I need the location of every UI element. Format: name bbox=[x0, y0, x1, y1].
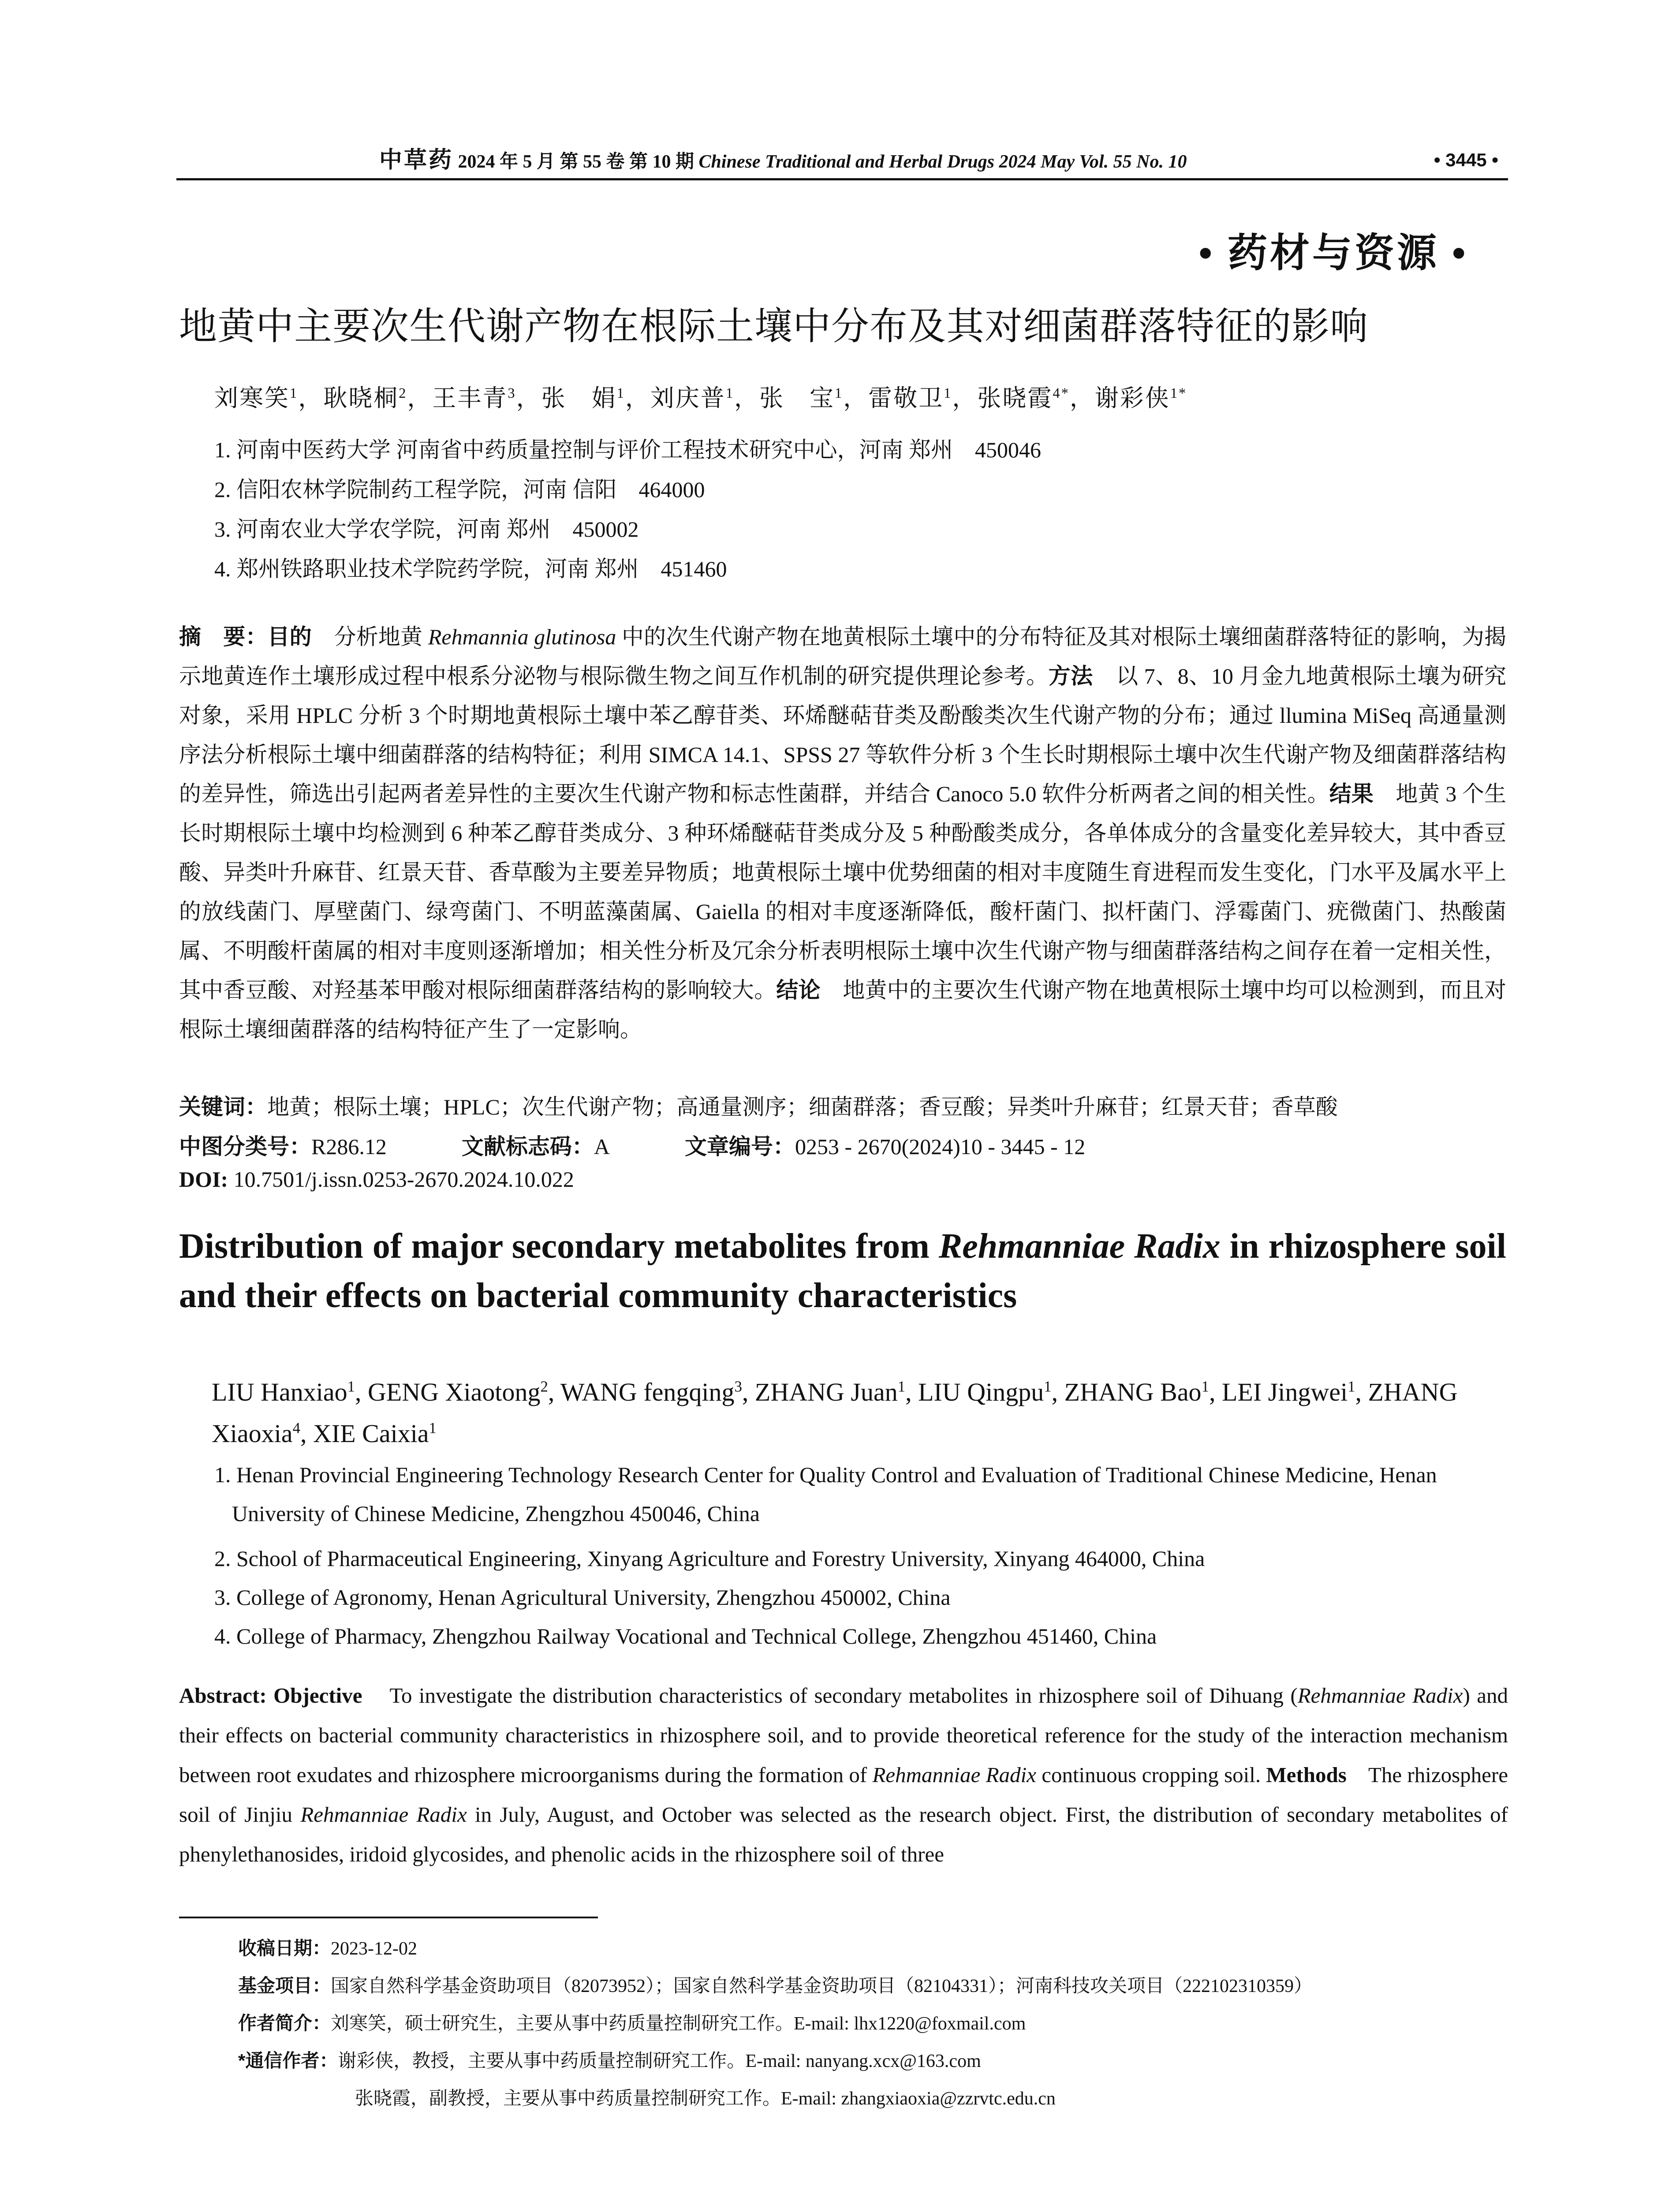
article-no-label: 文章编号： bbox=[684, 1134, 795, 1159]
doi-label: DOI: bbox=[179, 1167, 228, 1192]
section-label: • 药材与资源 • bbox=[1198, 232, 1468, 275]
cn-author-2: 耿晓桐 bbox=[323, 385, 399, 411]
en-abstract-text-1: To investigate the distribution characteristics of secondary metabolites in rhizosphere soil of Dihuang ( bbox=[389, 1683, 1298, 1708]
en-abstract-italic-3: Rehmanniae Radix bbox=[300, 1802, 467, 1827]
en-title-post: in rhizosphere soil and their effects on bacterial community characteristics bbox=[179, 1227, 1507, 1315]
cn-conclusion-text: 地黄中的主要次生代谢产物在地黄根际土壤中均可以检测到，而且对根际土壤细菌群落的结构特征产生了一定影响。 bbox=[179, 978, 1507, 1042]
en-abstract-text-3: continuous cropping soil. bbox=[1036, 1763, 1261, 1787]
en-author-2: GENG Xiaotong bbox=[368, 1378, 541, 1406]
en-authors: LIU Hanxiao$^1$, GENG Xiaotong$^2$, WANG fengqing$^3$, ZHANG Juan$^1$, LIU Qingpu$^1$, ZHANG Bao$^1$, LEI Jingwei$^1$, ZHANG Xiaoxia$^4$, XIE Caixia$^1$ bbox=[212, 1378, 1458, 1448]
footnote-corresponding bbox=[238, 2046, 981, 2073]
cn-author-9: 谢彩侠 bbox=[1094, 385, 1170, 411]
cn-keywords-text: 地黄；根际土壤；HPLC；次生代谢产物；高通量测序；细菌群落；香豆酸；异类叶升麻苷；红景天苷；香草酸 bbox=[267, 1095, 1338, 1119]
doc-code-value: A bbox=[594, 1134, 610, 1159]
cn-methods-text: 以 7、8、10 月金九地黄根际土壤为研究对象，采用 HPLC 分析 3 个时期地黄根际土壤中苯乙醇苷类、环烯醚萜苷类及酚酸类次生代谢产物的分布；通过 llumina MiSeq 高通量测序法分析根际土壤中细菌群落的结构特征；利用 SIMCA 14.1、SPSS 27 等软件分析 3 个生长时期根际土壤中次生代谢产物及细菌群落结构的差异性，筛选出引起两者差异性的主要次生代谢产物和标志性菌群，并结合 Canoco 5.0 软件分析两者之间的相关性。 bbox=[179, 664, 1507, 806]
en-title-italic: Rehmanniae Radix bbox=[938, 1227, 1221, 1266]
footnote-fund bbox=[238, 1971, 1312, 1998]
doi-value: 10.7501/j.issn.0253-2670.2024.10.022 bbox=[233, 1167, 574, 1192]
cn-author-2-affil-mark: 2 bbox=[399, 385, 407, 401]
cn-author-5-affil-mark: 1 bbox=[725, 385, 735, 401]
received-label: 收稿日期： bbox=[238, 1938, 331, 1958]
en-author-7-affil-mark: 1 bbox=[1348, 1378, 1355, 1395]
en-abstract-italic-1: Rehmanniae Radix bbox=[1297, 1683, 1463, 1708]
cn-methods-label: 方法 bbox=[1048, 664, 1093, 688]
en-author-6-affil-mark: 1 bbox=[1201, 1378, 1209, 1395]
cn-objective-label: 目的 bbox=[267, 624, 312, 649]
en-author-8-affil-mark: 4 bbox=[292, 1419, 301, 1437]
header-rule bbox=[176, 178, 1508, 180]
cn-title: 地黄中主要次生代谢产物在根际土壤中分布及其对细菌群落特征的影响 bbox=[179, 305, 1368, 348]
journal-name-cn: 中草药 bbox=[379, 147, 454, 173]
cn-affiliation-4: 4. 郑州铁路职业技术学院药学院，河南 郑州 451460 bbox=[214, 557, 727, 581]
cn-author-6: 张 宝 bbox=[759, 385, 835, 411]
footnote-rule bbox=[179, 1917, 598, 1918]
en-author-1-affil-mark: 1 bbox=[347, 1378, 355, 1395]
en-author-3: WANG fengqing bbox=[560, 1378, 735, 1406]
cn-abstract bbox=[179, 617, 1506, 1049]
cn-author-9-affil-mark: 1* bbox=[1170, 385, 1187, 401]
page-number: • 3445 • bbox=[1434, 149, 1498, 170]
en-author-9: XIE Caixia bbox=[313, 1419, 429, 1448]
cn-affiliation-3: 3. 河南农业大学农学院，河南 郑州 450002 bbox=[214, 517, 639, 542]
en-affiliation-2: 2. School of Pharmaceutical Engineering, Xinyang Agriculture and Forestry University, Xinyang 464000, China bbox=[214, 1546, 1205, 1571]
cn-keywords bbox=[179, 1089, 1338, 1121]
corresponding-1: 谢彩侠，教授，主要从事中药质量控制研究工作。E-mail: nanyang.xcx@163.com bbox=[338, 2051, 981, 2071]
author-bio-text: 刘寒笑，硕士研究生，主要从事中药质量控制研究工作。E-mail: lhx1220@foxmail.com bbox=[331, 2014, 1026, 2034]
cn-author-8: 张晓霞 bbox=[977, 385, 1053, 411]
cn-results-text: 地黄 3 个生长时期根际土壤中均检测到 6 种苯乙醇苷类成分、3 种环烯醚萜苷类成分及 5 种酚酸类成分，各单体成分的含量变化差异较大，其中香豆酸、异类叶升麻苷、红景天苷、香草酸为主要差异物质；地黄根际土壤中优势细菌的相对丰度随生育进程而发生变化，门水平及属水平上的放线菌门、厚壁菌门、绿弯菌门、不明蓝藻菌属、Gaiella 的相对丰度逐渐降低，酸杆菌门、拟杆菌门、浮霉菌门、疣微菌门、热酸菌属、不明酸杆菌属的相对丰度则逐渐增加；相关性分析及冗余分析表明根际土壤中次生代谢产物与细菌群落结构之间存在着一定相关性，其中香豆酸、对羟基苯甲酸对根际细菌群落结构的影响较大。 bbox=[179, 781, 1507, 1002]
cn-results-label: 结果 bbox=[1329, 781, 1374, 806]
cn-author-5: 刘庆普 bbox=[650, 385, 726, 411]
en-title bbox=[179, 1222, 1506, 1320]
en-abstract-text-2: ) and their effects on bacterial community characteristics in rhizosphere soil, and to provide theoretical reference for the study of the interaction mechanism between root exudates and rhizosphere microorganisms during the formation of bbox=[179, 1683, 1508, 1787]
footnote-author bbox=[238, 2009, 1026, 2035]
running-header bbox=[176, 145, 1508, 176]
en-affiliation-1 bbox=[214, 1455, 1511, 1533]
cn-conclusion-label: 结论 bbox=[776, 978, 821, 1002]
cn-author-8-affil-mark: 4* bbox=[1053, 385, 1070, 401]
en-author-7: LEI Jingwei bbox=[1221, 1378, 1348, 1406]
en-author-6: ZHANG Bao bbox=[1064, 1378, 1202, 1406]
doc-code-label: 文献标志码： bbox=[461, 1134, 594, 1159]
en-author-9-affil-mark: 1 bbox=[429, 1419, 437, 1437]
cn-abstract-label: 摘 要： bbox=[179, 624, 268, 649]
cn-author-3-affil-mark: 3 bbox=[508, 385, 516, 401]
clc-label: 中图分类号： bbox=[179, 1134, 311, 1159]
en-methods-label: Methods bbox=[1266, 1763, 1347, 1787]
cn-author-1-affil-mark: 1 bbox=[290, 385, 299, 401]
en-author-4-affil-mark: 1 bbox=[897, 1378, 906, 1395]
en-author-3-affil-mark: 3 bbox=[734, 1378, 742, 1395]
issue-info-cn: 2024 年 5 月 第 55 卷 第 10 期 bbox=[458, 152, 694, 172]
cn-affiliation-2: 2. 信阳农林学院制药工程学院，河南 信阳 464000 bbox=[214, 477, 705, 502]
en-author-5-affil-mark: 1 bbox=[1044, 1378, 1052, 1395]
en-author-1: LIU Hanxiao bbox=[212, 1378, 347, 1406]
en-abstract bbox=[179, 1676, 1508, 1874]
en-objective-label: Objective bbox=[273, 1683, 362, 1708]
footnote-received bbox=[238, 1934, 417, 1960]
footnote-corresponding-2 bbox=[355, 2084, 1056, 2110]
cn-affiliation-1: 1. 河南中医药大学 河南省中药质量控制与评价工程技术研究中心，河南 郑州 450046 bbox=[214, 437, 1041, 462]
cn-author-1: 刘寒笑 bbox=[214, 385, 290, 411]
doi-line bbox=[179, 1166, 574, 1192]
cn-author-4: 张 娟 bbox=[541, 385, 617, 411]
clc-value: R286.12 bbox=[311, 1134, 387, 1159]
article-no-value: 0253 - 2670(2024)10 - 3445 - 12 bbox=[795, 1134, 1086, 1159]
en-abstract-italic-2: Rehmanniae Radix bbox=[872, 1763, 1036, 1787]
en-author-2-affil-mark: 2 bbox=[540, 1378, 548, 1395]
author-bio-label: 作者简介： bbox=[238, 2013, 331, 2033]
cn-author-3: 王丰青 bbox=[432, 385, 508, 411]
cn-objective-text-post: 中的次生代谢产物在地黄根际土壤中的分布特征及其对根际土壤细菌群落特征的影响，为揭示地黄连作土壤形成过程中根系分泌物与根际微生物之间互作机制的研究提供理论参考。 bbox=[179, 624, 1507, 688]
journal-name-en: Chinese Traditional and Herbal Drugs 2024 May Vol. 55 No. 10 bbox=[698, 152, 1187, 172]
corresponding-2: 张晓霞，副教授，主要从事中药质量控制研究工作。E-mail: zhangxiaoxia@zzrvtc.edu.cn bbox=[355, 2089, 1056, 2109]
en-affiliation-1-text: 1. Henan Provincial Engineering Technology Research Center for Quality Control and Evaluation of Traditional Chinese Medicine, Henan University of Chinese Medicine, Zhengzhou 450046, China bbox=[214, 1462, 1437, 1526]
cn-objective-latin: Rehmannia glutinosa bbox=[428, 624, 616, 649]
en-abstract-text-4: The rhizosphere soil of Jinjiu bbox=[179, 1763, 1508, 1827]
cn-author-7-affil-mark: 1 bbox=[944, 385, 952, 401]
en-affiliation-3: 3. College of Agronomy, Henan Agricultural University, Zhengzhou 450002, China bbox=[214, 1585, 951, 1610]
fund-text: 国家自然科学基金资助项目（82073952）；国家自然科学基金资助项目（82104331）；河南科技攻关项目（222102310359） bbox=[331, 1976, 1313, 1996]
en-author-8: ZHANG Xiaoxia bbox=[212, 1378, 1458, 1448]
received-date: 2023-12-02 bbox=[331, 1939, 417, 1959]
cn-author-7: 雷敬卫 bbox=[868, 385, 944, 411]
cn-keywords-label: 关键词： bbox=[179, 1095, 267, 1119]
cn-objective-text-pre: 分析地黄 bbox=[334, 624, 428, 649]
cn-authors: 刘寒笑$^1$，耿晓桐$^2$，王丰青$^3$，张 娟$^1$，刘庆普$^1$，张 宝$^1$，雷敬卫$^1$，张晓霞$^{4*}$，谢彩侠$^{1*}$ bbox=[214, 385, 1187, 411]
en-abstract-text-5: in July, August, and October was selected as the research object. First, the distribution of secondary metabolites of phenylethanosides, iridoid glycosides, and phenolic acids in the rhizosphere soil of three bbox=[179, 1802, 1508, 1866]
cn-classification bbox=[179, 1129, 1085, 1161]
running-header-center bbox=[379, 145, 1187, 177]
cn-author-6-affil-mark: 1 bbox=[835, 385, 844, 401]
corresponding-label: *通信作者： bbox=[238, 2050, 338, 2071]
en-author-5: LIU Qingpu bbox=[918, 1378, 1044, 1406]
en-abstract-label: Abstract: bbox=[179, 1683, 267, 1708]
fund-label: 基金项目： bbox=[238, 1975, 331, 1996]
en-author-4: ZHANG Juan bbox=[754, 1378, 898, 1406]
en-affiliation-4: 4. College of Pharmacy, Zhengzhou Railway Vocational and Technical College, Zhengzhou 451460, China bbox=[214, 1624, 1157, 1648]
cn-author-4-affil-mark: 1 bbox=[616, 385, 625, 401]
en-title-pre: Distribution of major secondary metabolites from bbox=[179, 1227, 939, 1266]
